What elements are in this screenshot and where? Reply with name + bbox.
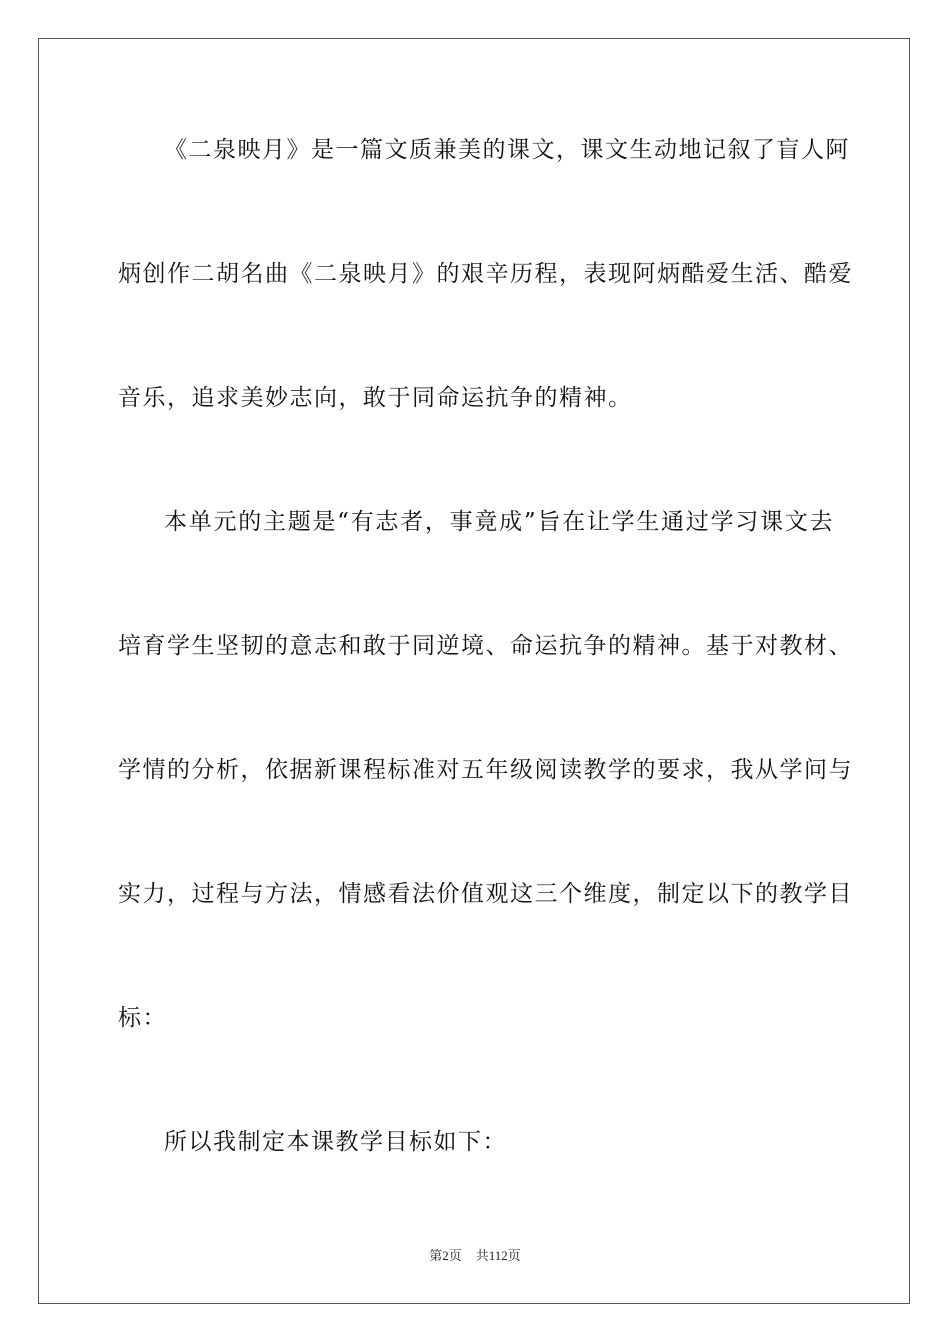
paragraph-2-line-1: 本单元的主题是“有志者，事竟成”旨在让学生通过学习课文去 bbox=[164, 509, 834, 535]
paragraph-2-line-3: 学情的分析，依据新课程标准对五年级阅读教学的要求，我从学问与 bbox=[118, 757, 853, 783]
paragraph-2-line-5: 标： bbox=[118, 1005, 167, 1031]
page-footer bbox=[0, 1247, 950, 1265]
paragraph-3-line-1: 所以我制定本课教学目标如下： bbox=[164, 1129, 507, 1155]
page-number: 第2页 bbox=[429, 1248, 462, 1263]
paragraph-2-line-2: 培育学生坚韧的意志和敢于同逆境、命运抗争的精神。基于对教材、 bbox=[118, 633, 853, 659]
paragraph-2-line-4: 实力，过程与方法，情感看法价值观这三个维度，制定以下的教学目 bbox=[118, 881, 853, 907]
paragraph-1-line-3: 音乐，追求美妙志向，敢于同命运抗争的精神。 bbox=[118, 385, 633, 411]
page-border bbox=[38, 38, 910, 1304]
paragraph-1-line-2: 炳创作二胡名曲《二泉映月》的艰辛历程，表现阿炳酷爱生活、酷爱 bbox=[118, 261, 853, 287]
paragraph-1-line-1: 《二泉映月》是一篇文质兼美的课文，课文生动地记叙了盲人阿 bbox=[164, 137, 850, 163]
page-total: 共112页 bbox=[475, 1248, 521, 1263]
